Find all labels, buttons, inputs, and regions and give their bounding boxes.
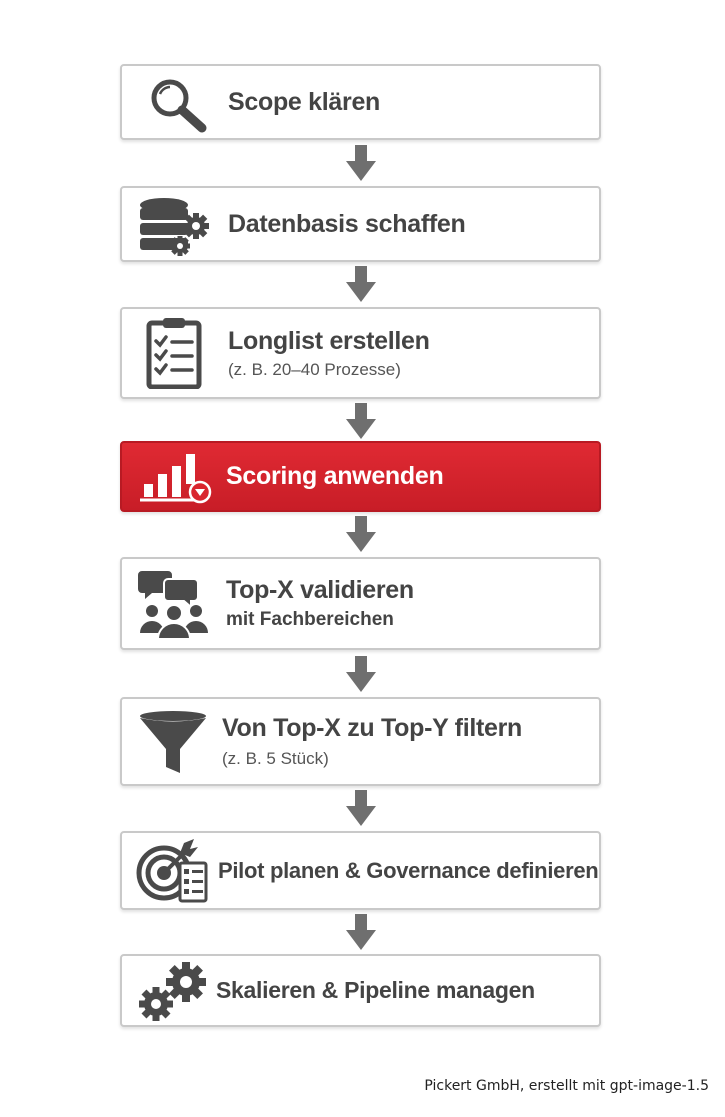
step-subtitle: mit Fachbereichen [226,609,394,630]
step-title: Pilot planen & Governance definieren [218,857,599,883]
step-title: Skalieren & Pipeline managen [216,977,535,1003]
step-title: Datenbasis schaffen [228,209,466,238]
step-subtitle: (z. B. 20–40 Prozesse) [228,359,401,379]
gears-icon [136,960,208,1024]
down-arrow-icon [346,790,376,826]
down-arrow-icon [346,914,376,950]
magnifier-icon [146,74,210,134]
clipboard-checklist-icon [146,317,202,389]
down-arrow-icon [346,145,376,181]
down-arrow-icon [346,656,376,692]
down-arrow-icon [346,403,376,439]
database-gear-icon [138,196,214,256]
step-title: Longlist erstellen [228,326,430,355]
step-top-x [120,557,601,650]
funnel-icon [138,709,208,777]
down-arrow-icon [346,266,376,302]
step-scale [120,954,601,1027]
step-subtitle: (z. B. 5 Stück) [222,749,329,768]
team-discussion-icon [138,567,210,641]
step-pilot [120,831,601,910]
step-title: Top-X validieren [226,576,414,604]
step-scope [120,64,601,140]
step-title: Scoring anwenden [226,462,444,490]
step-data-basis [120,186,601,262]
bar-chart-icon [140,452,214,504]
step-longlist [120,307,601,399]
image-credit: Pickert GmbH, erstellt mit gpt-image-1.5 [424,1078,709,1094]
step-filter [120,697,601,786]
step-title: Von Top-X zu Top-Y filtern [222,714,523,742]
step-scoring [120,441,601,512]
down-arrow-icon [346,516,376,552]
step-title: Scope klären [228,87,381,116]
target-checklist-icon [136,839,210,905]
